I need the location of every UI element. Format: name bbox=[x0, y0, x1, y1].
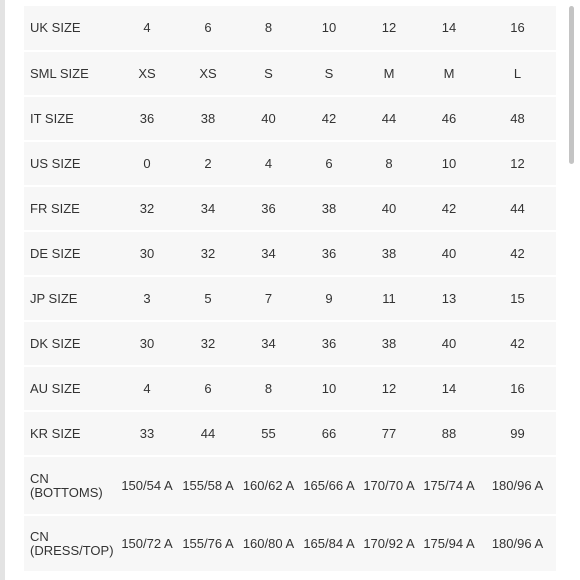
size-cell: 46 bbox=[419, 96, 479, 141]
size-cell: 44 bbox=[178, 411, 238, 456]
size-cell: 6 bbox=[178, 6, 238, 51]
size-cell: 150/54 A bbox=[116, 456, 178, 515]
size-cell: 36 bbox=[299, 321, 359, 366]
size-cell: 77 bbox=[359, 411, 419, 456]
size-cell: 150/72 A bbox=[116, 515, 178, 572]
size-cell: 40 bbox=[238, 96, 299, 141]
size-cell: 160/80 A bbox=[238, 515, 299, 572]
row-label: UK SIZE bbox=[24, 6, 116, 51]
size-cell: 38 bbox=[299, 186, 359, 231]
size-cell: 155/58 A bbox=[178, 456, 238, 515]
table-row-kr-size bbox=[24, 411, 556, 456]
size-cell: 16 bbox=[479, 6, 556, 51]
size-cell: 40 bbox=[419, 321, 479, 366]
row-label: CN (BOTTOMS) bbox=[24, 456, 116, 515]
size-cell: 14 bbox=[419, 6, 479, 51]
size-chart bbox=[24, 6, 556, 573]
table-row-us-size bbox=[24, 141, 556, 186]
size-cell: 180/96 A bbox=[479, 515, 556, 572]
table-row-it-size bbox=[24, 96, 556, 141]
size-cell: 6 bbox=[299, 141, 359, 186]
row-label: FR SIZE bbox=[24, 186, 116, 231]
size-cell: 10 bbox=[299, 366, 359, 411]
table-row-fr-size bbox=[24, 186, 556, 231]
size-cell: 15 bbox=[479, 276, 556, 321]
size-cell: 34 bbox=[178, 186, 238, 231]
table-row-uk-size bbox=[24, 6, 556, 51]
size-cell: 42 bbox=[299, 96, 359, 141]
size-cell: 44 bbox=[359, 96, 419, 141]
size-cell: 170/70 A bbox=[359, 456, 419, 515]
size-cell: 8 bbox=[359, 141, 419, 186]
size-cell: 44 bbox=[479, 186, 556, 231]
size-cell: 175/94 A bbox=[419, 515, 479, 572]
size-cell: S bbox=[299, 51, 359, 96]
table-row-au-size bbox=[24, 366, 556, 411]
size-cell: 9 bbox=[299, 276, 359, 321]
size-cell: 170/92 A bbox=[359, 515, 419, 572]
size-cell: 3 bbox=[116, 276, 178, 321]
size-cell: 16 bbox=[479, 366, 556, 411]
size-cell: M bbox=[419, 51, 479, 96]
table-row-de-size bbox=[24, 231, 556, 276]
size-cell: 12 bbox=[359, 366, 419, 411]
size-cell: 34 bbox=[238, 231, 299, 276]
size-chart-table bbox=[24, 6, 556, 573]
size-cell: 34 bbox=[238, 321, 299, 366]
size-cell: 36 bbox=[238, 186, 299, 231]
size-cell: 180/96 A bbox=[479, 456, 556, 515]
size-cell: 30 bbox=[116, 321, 178, 366]
size-cell: 14 bbox=[419, 366, 479, 411]
table-row-cn-bottoms bbox=[24, 456, 556, 515]
row-label: DK SIZE bbox=[24, 321, 116, 366]
size-cell: 99 bbox=[479, 411, 556, 456]
size-cell: 32 bbox=[116, 186, 178, 231]
size-cell: 4 bbox=[116, 366, 178, 411]
size-cell: 12 bbox=[359, 6, 419, 51]
table-row-dk-size bbox=[24, 321, 556, 366]
row-label: SML SIZE bbox=[24, 51, 116, 96]
scrollbar-thumb[interactable] bbox=[569, 6, 574, 164]
size-cell: L bbox=[479, 51, 556, 96]
size-cell: 32 bbox=[178, 321, 238, 366]
row-label: KR SIZE bbox=[24, 411, 116, 456]
left-edge-divider bbox=[0, 0, 5, 580]
size-cell: 40 bbox=[359, 186, 419, 231]
vertical-scrollbar[interactable] bbox=[566, 0, 580, 580]
size-cell: 55 bbox=[238, 411, 299, 456]
size-cell: 42 bbox=[479, 321, 556, 366]
size-cell: 160/62 A bbox=[238, 456, 299, 515]
size-cell: 12 bbox=[479, 141, 556, 186]
size-cell: 8 bbox=[238, 6, 299, 51]
size-cell: 38 bbox=[359, 321, 419, 366]
size-cell: 42 bbox=[419, 186, 479, 231]
row-label: JP SIZE bbox=[24, 276, 116, 321]
size-cell: 155/76 A bbox=[178, 515, 238, 572]
row-label: CN (DRESS/TOP) bbox=[24, 515, 116, 572]
table-row-sml-size bbox=[24, 51, 556, 96]
size-cell: M bbox=[359, 51, 419, 96]
size-cell: 38 bbox=[359, 231, 419, 276]
size-cell: 6 bbox=[178, 366, 238, 411]
size-cell: 30 bbox=[116, 231, 178, 276]
size-cell: 10 bbox=[419, 141, 479, 186]
row-label: US SIZE bbox=[24, 141, 116, 186]
size-cell: 175/74 A bbox=[419, 456, 479, 515]
size-cell: 66 bbox=[299, 411, 359, 456]
size-cell: 40 bbox=[419, 231, 479, 276]
size-cell: 4 bbox=[116, 6, 178, 51]
size-cell: 33 bbox=[116, 411, 178, 456]
row-label: AU SIZE bbox=[24, 366, 116, 411]
size-cell: 2 bbox=[178, 141, 238, 186]
size-cell: 13 bbox=[419, 276, 479, 321]
table-row-cn-dress-top bbox=[24, 515, 556, 572]
size-cell: 165/66 A bbox=[299, 456, 359, 515]
size-cell: 8 bbox=[238, 366, 299, 411]
size-cell: 5 bbox=[178, 276, 238, 321]
size-cell: S bbox=[238, 51, 299, 96]
table-row-jp-size bbox=[24, 276, 556, 321]
size-cell: 0 bbox=[116, 141, 178, 186]
size-cell: 11 bbox=[359, 276, 419, 321]
size-cell: 36 bbox=[116, 96, 178, 141]
row-label: DE SIZE bbox=[24, 231, 116, 276]
size-cell: 38 bbox=[178, 96, 238, 141]
size-cell: 48 bbox=[479, 96, 556, 141]
size-cell: 7 bbox=[238, 276, 299, 321]
size-cell: 42 bbox=[479, 231, 556, 276]
row-label: IT SIZE bbox=[24, 96, 116, 141]
size-cell: 165/84 A bbox=[299, 515, 359, 572]
size-cell: 4 bbox=[238, 141, 299, 186]
size-cell: 88 bbox=[419, 411, 479, 456]
size-cell: 36 bbox=[299, 231, 359, 276]
size-cell: XS bbox=[178, 51, 238, 96]
size-cell: 32 bbox=[178, 231, 238, 276]
size-cell: 10 bbox=[299, 6, 359, 51]
size-cell: XS bbox=[116, 51, 178, 96]
